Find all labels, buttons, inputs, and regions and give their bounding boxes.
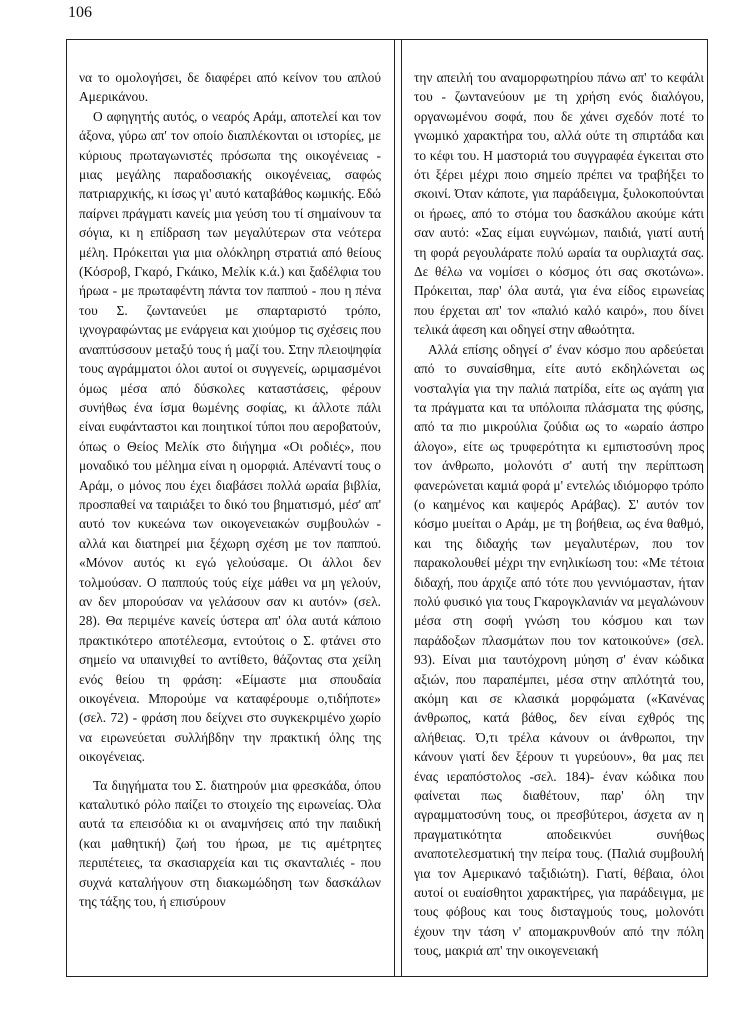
- page-number: 106: [68, 4, 92, 21]
- text-frame: [66, 39, 708, 977]
- paragraph: Αλλά επίσης οδηγεί σ' έναν κόσμο που αρδεύεται από το συναίσθημα, είτε αυτό εκδηλώνεται ως νοσταλγία για την παλιά πατρίδα, είτε ως αγάπη για τα πράγματα και τα υπόλοιπα πλάσματα της φύσης, από τα πιο μικρούλια ζούδια ως το «ωραίο άσπρο άλογο», είτε ως τρυφερότητα κι εμπιστοσύνη προς τον άνθρωπο, μολονότι σ' αυτή την περίπτωση φανερώνεται καμιά φορά μ' εντελώς ιδιόμορφο τρόπο (ο καημένος και καψερός Αράβας). Σ' αυτόν τον κόσμο μυείται ο Αράμ, με τη βοήθεια, ως ένα θαθμό, και της διδαχής των μεγαλυτέρων, που τον παρακολουθεί μέχρι την ενηλικίωση του: «Με τέτοια διδαχή, που άρχιζε από τότε που γεννιόμασταν, ήταν πολύ φυσικό για τους Γκαρογκλανιάν να μεγαλώνουν μέσα στη σοφή γνώση του κόσμου και των παράδοξων πλασμάτων που τον κατοικούνε» (σελ. 93). Είναι μια ταυτόχρονη μύηση σ' έναν κώδικα αξιών, που παραπέμπει, μέσα στην απλότητά του, ακόμη και σε κλασικά μορφώματα («Κανένας άνθρωπος, κατά βάθος, δεν είναι εχθρός της αλήθειας. Ό,τι τρέλα κάνουν οι άνθρωποι, την κάνουν γιατί δεν ξέρουν τι γυρεύουν», θα μας πει ένας ιεραπόστολος -σελ. 184)- έναν κώδικα που φαίνεται πως διαθέτουν, παρ' όλη την αγραμματοσύνη τους, οι πρεσβύτεροι, άσχετα αν η πραγματικότητα αποδεικνύει συνήθως αναποτελεσματική την πείρα τους. (Παλιά συμβουλή για τον Αμερικανό ταξιδιώτη). Γιατί, θέβαια, όλοι αυτοί οι ευαίσθητοι χαρακτήρες, για παράδειγμα, με τους φόβους και τους δισταγμούς τους, μολονότι έχουν την τάση ν' απομακρυνθούν από την πόλη τους, μακριά απ' την οικογενειακή: [414, 341, 704, 959]
- paragraph: Τα διηγήματα του Σ. διατηρούν μια φρεσκάδα, όπου καταλυτικό ρόλο παίζει το στοιχείο της ειρωνείας. Όλα αυτά τα επεισόδια κι οι αναμνήσεις από την παιδική (και μαθητική) ζωή του ήρωα, με τις αμέτρητες περιπέτειες, τα σκασιαρχεία και τις σκανταλιές - που συχνά καταλήγουν στη διακωμώδηση των δασκάλων της τάξης του, ή επισύρουν: [79, 777, 381, 910]
- column-divider: [394, 40, 402, 976]
- paragraph: να το ομολογήσει, δε διαφέρει από κείνον του απλού Αμερικάνου.: [79, 70, 381, 105]
- left-column: [79, 68, 381, 911]
- right-column: [414, 68, 704, 961]
- paragraph: την απειλή του αναμορφωτηρίου πάνω απ' το κεφάλι του - ζωντανεύουν με τη χρήση ενός διαλόγου, οργανωμένου σοφά, που δε χάνει σχεδόν ποτέ το γνωμικό χαρακτήρα του, αλλά ούτε τη σπιρτάδα και το κέφι του. Η μαστοριά του συγγραφέα έγκειται στο ότι ξέρει μέχρι ποιο σημείο πρέπει να τραβήξει το σκοινί. Όταν κάποτε, για παράδειγμα, ξυλοκοπούνται οι ήρωες, από το στόμα του δασκάλου ακούμε κάτι σαν αυτό: «Σας είμαι ευγνώμων, παιδιά, γιατί αυτή τη φορά ρεγουλάρατε πολύ ωραία τα ουρλιαχτά σας. Δε θέλω να νομίσει ο κόσμος ότι σας σκοτώνω». Πρόκειται, παρ' όλα αυτά, για ένα είδος ειρωνείας που έρχεται απ' τον «παλιό καλό καιρό», που δίνει τελικά άφεση και οδηγεί στην αθωότητα.: [414, 70, 704, 338]
- paragraph: Ο αφηγητής αυτός, ο νεαρός Αράμ, αποτελεί και τον άξονα, γύρω απ' τον οποίο διαπλέκονται οι ιστορίες, με κύριους πρωταγωνιστές πρόσωπα της οικογένειας - μιας μεγάλης παραδοσιακής οικογένειας, σαφώς πατριαρχικής, κι ίσως γι' αυτό καταβάθος κωμικής. Εδώ παίρνει πράγματι κανείς μια γεύση του τί σημαίνουν τα σόγια, κι η επίδραση των μεγαλύτερων στα νεότερα μέλη. Πρόκειται για μια ολόκληρη στρατιά από θείους (Κόσροβ, Γκαρό, Γκάικο, Μελίκ κ.ά.) και ξαδέλφια του ήρωα - με πρωταφέντη πάντα τον παππού - που η πένα του Σ. ζωντανεύει με σπαρταριστό τρόπο, ιχνογραφώντας με ενάργεια και χιούμορ τις σχέσεις που αναπτύσσουν μεταξύ τους ή μαζί του. Στην πλειοψηφία τους αγράμματοι όλοι αυτοί οι συγγενείς, ωριμασμένοι όμως μέσα από δύσκολες καταστάσεις, φέρουν συνήθως ένα ίσμα θωμένης σοφίας, κι άλλοτε πάλι είναι ευφάνταστοι και ποιητικοί τύποι που αεροβατούν, όπως ο Θείος Μελίκ στο διήγημα «Οι ροδιές», που μοναδικό του μέλημα είναι η ομορφιά. Απέναντί τους ο Αράμ, ο μόνος που έχει διαβάσει πολλά ωραία βιβλία, προσπαθεί να ταιριάξει το δικό του βηματισμό, μέσ' απ' αυτό τον κυκεώνα των οικογενειακών συμβουλών - αλλά και διατηρεί μια ξέχωρη σχέση με τον παππού. «Μόνον αυτός κι εγώ γελούσαμε. Οι άλλοι δεν τολμούσαν. Ο παππούς τούς είχε μάθει να μη γελούν, αν δεν μπορούσαν να γελάσουν σαν κι αυτόν» (σελ. 28). Θα περιμένε κανείς ύστερα απ' όλα αυτά κάποιο πρακτικότερο αποτέλεσμα, εντούτοις ο Σ. φτάνει στο σημείο να υπαινιχθεί το αντίθετο, θάζοντας στα χείλη ενός θείου τη φράση: «Είμαστε μια σπουδαία οικογένεια. Μπορούμε να καταφέρουμε ο,τιδήποτε» (σελ. 72) - φράση που δείχνει στο συγκεκριμένο χωρίο να ειρωνεύεται συλλήβδην την πρακτική όλης της οικογένειας.: [79, 108, 381, 765]
